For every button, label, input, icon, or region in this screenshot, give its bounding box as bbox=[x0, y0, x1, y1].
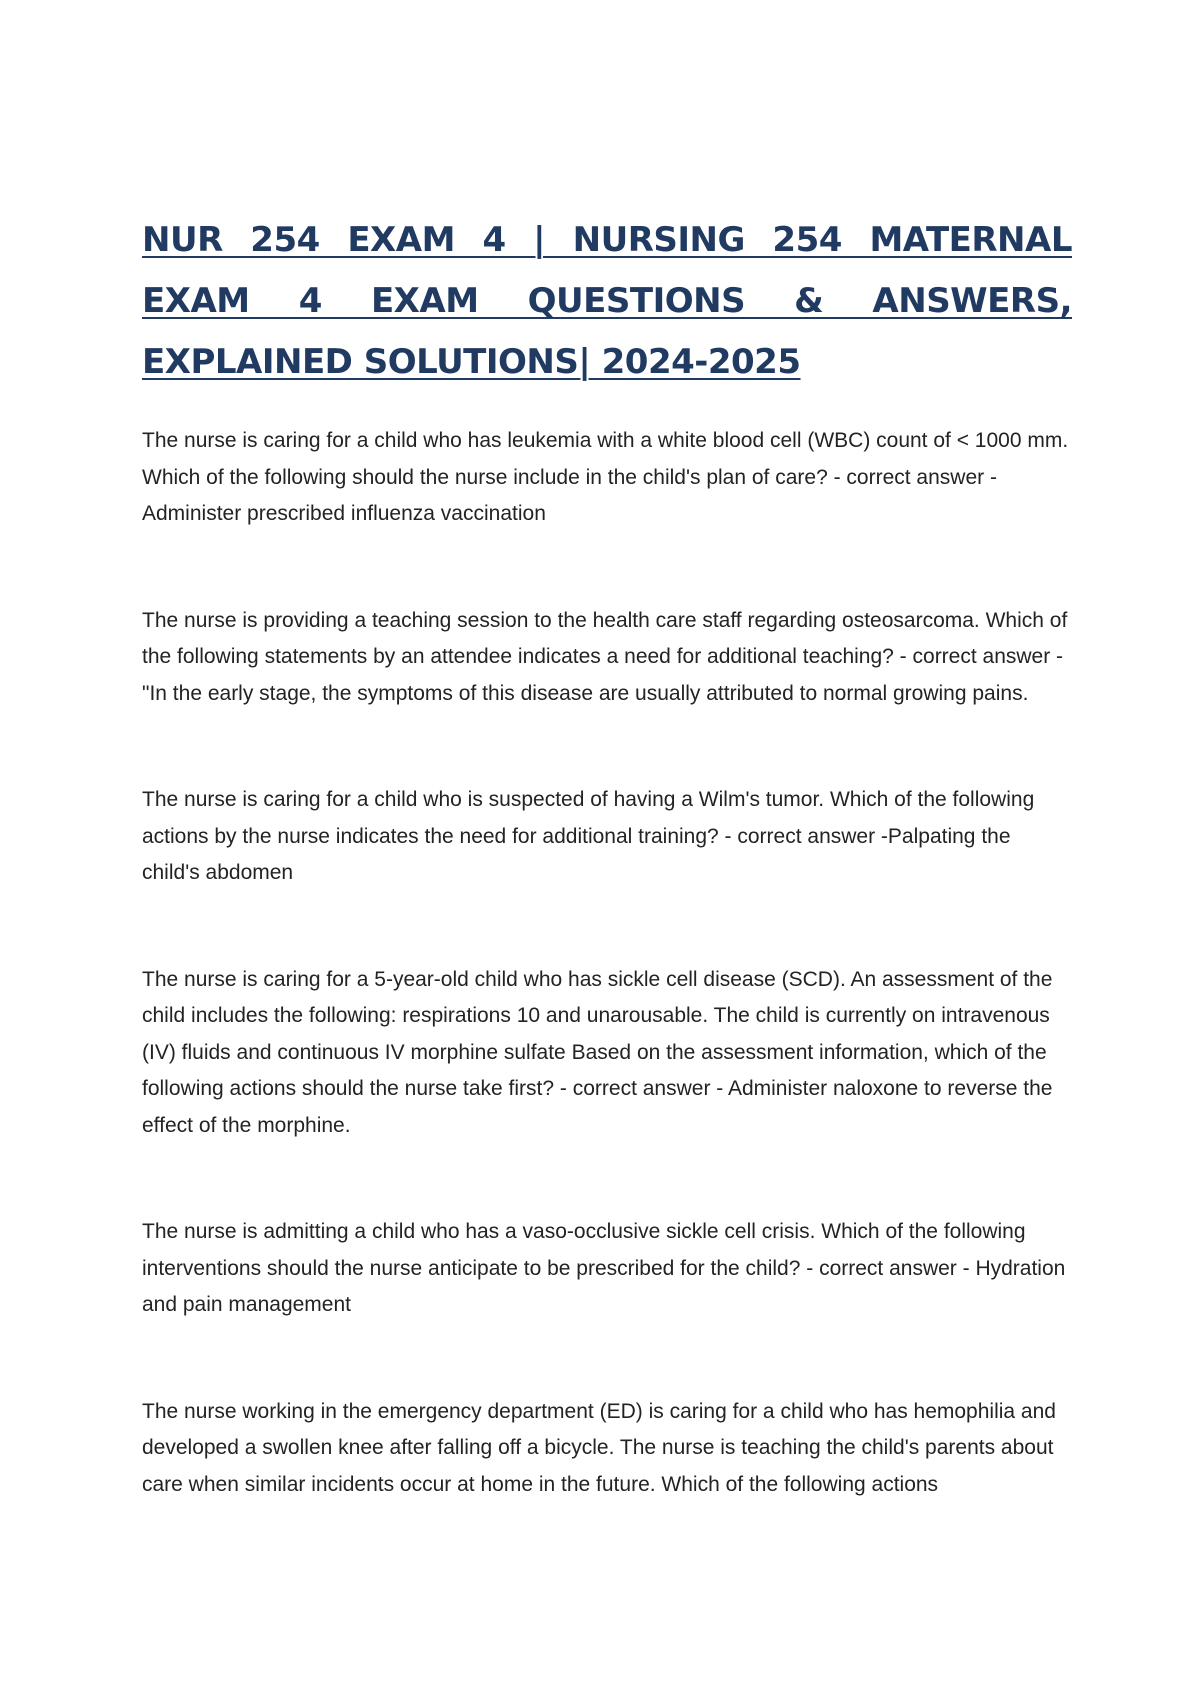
qa-item-text: The nurse is admitting a child who has a vaso-occlusive sickle cell crisis. Which of the following interventions should the nurse anticipate to be prescribed for the child? - correct answer - Hydration and pain management bbox=[142, 1220, 1066, 1316]
qa-item-4 bbox=[142, 962, 1072, 1145]
qa-item-1 bbox=[142, 423, 1072, 533]
qa-item-text: The nurse is caring for a child who has leukemia with a white blood cell (WBC) count of < 1000 mm. Which of the following should the nurse include in the child's plan of care? - correct answer -Administer prescribed influenza vaccination bbox=[142, 429, 1069, 525]
qa-item-5 bbox=[142, 1214, 1072, 1324]
qa-item-text: The nurse is caring for a 5-year-old child who has sickle cell disease (SCD). An assessment of the child includes the following: respirations 10 and unarousable. The child is currently on intravenous (IV) fluids and continuous IV morphine sulfate Based on the assessment information, which of the following actions should the nurse take first? - correct answer - Administer naloxone to reverse the effect of the morphine. bbox=[142, 967, 1053, 1137]
qa-item-3 bbox=[142, 782, 1072, 892]
document-title: NUR 254 EXAM 4 | NURSING 254 MATERNAL EXAM 4 EXAM QUESTIONS & ANSWERS, EXPLAINED SOLUTIONS| 2024-2025 bbox=[142, 220, 1072, 382]
qa-item-text: The nurse is providing a teaching session to the health care staff regarding osteosarcoma. Which of the following statements by an attendee indicates a need for additional teaching? - correct answer -"In the early stage, the symptoms of this disease are usually attributed to normal growing pains. bbox=[142, 608, 1068, 705]
document-content bbox=[142, 210, 1072, 1573]
qa-item-6 bbox=[142, 1394, 1072, 1504]
qa-item-2 bbox=[142, 603, 1072, 713]
qa-item-text: The nurse working in the emergency department (ED) is caring for a child who has hemophilia and developed a swollen knee after falling off a bicycle. The nurse is teaching the child's parents about care when similar incidents occur at home in the future. Which of the following actions bbox=[142, 1399, 1056, 1496]
qa-item-text: The nurse is caring for a child who is suspected of having a Wilm's tumor. Which of the following actions by the nurse indicates the need for additional training? - correct answer -Palpating the child's abdomen bbox=[142, 788, 1035, 884]
